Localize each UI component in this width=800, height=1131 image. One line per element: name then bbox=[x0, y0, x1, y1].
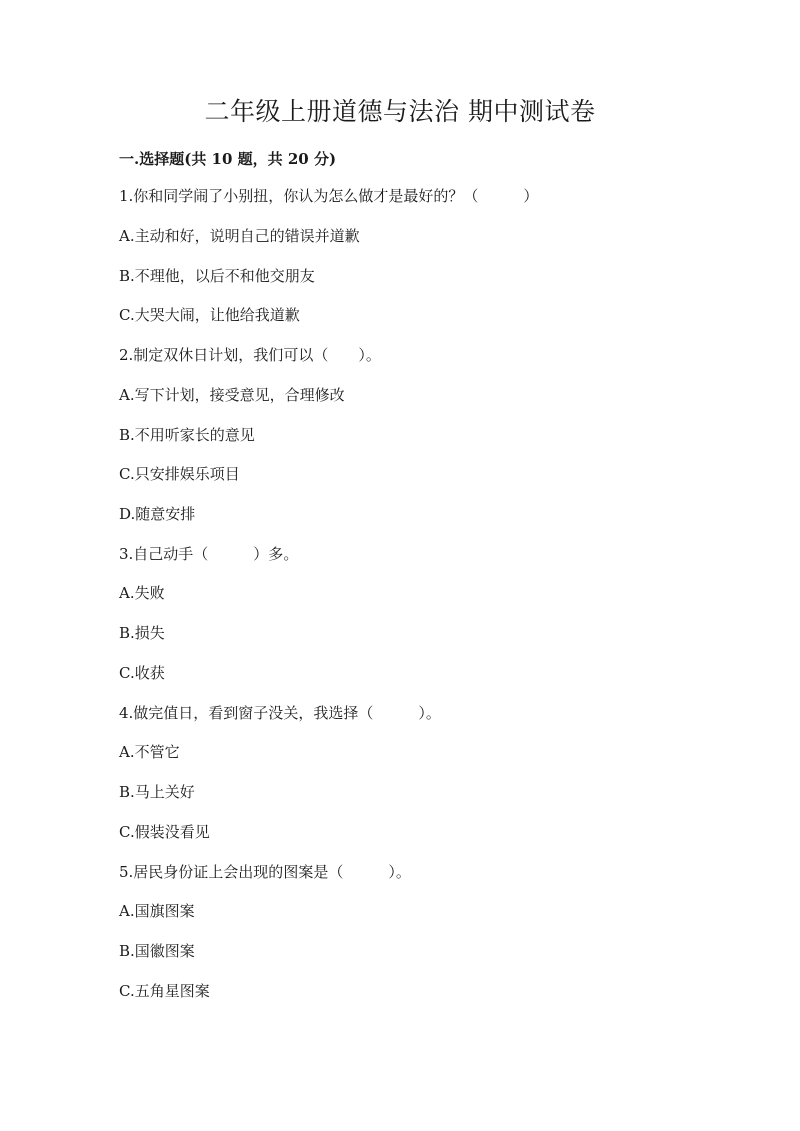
question-4-option-a: A.不管它 bbox=[119, 743, 180, 761]
question-5-text: 5.居民身份证上会出现的图案是（ ）。 bbox=[119, 863, 411, 881]
question-4-option-b: B.马上关好 bbox=[119, 783, 195, 801]
question-5-option-c: C.五角星图案 bbox=[119, 982, 210, 1000]
question-3-text: 3.自己动手（ ）多。 bbox=[119, 545, 299, 563]
question-3-option-b: B.损失 bbox=[119, 624, 165, 642]
question-1-option-a: A.主动和好，说明自己的错误并道歉 bbox=[119, 227, 360, 245]
question-4-text: 4.做完值日，看到窗子没关，我选择（ ）。 bbox=[119, 704, 441, 722]
question-5-option-b: B.国徽图案 bbox=[119, 942, 195, 960]
question-3-option-a: A.失败 bbox=[119, 584, 165, 602]
question-4-option-c: C.假装没看见 bbox=[119, 823, 210, 841]
question-2-option-b: B.不用听家长的意见 bbox=[119, 426, 255, 444]
question-1-option-b: B.不理他，以后不和他交朋友 bbox=[119, 267, 315, 285]
question-2-option-a: A.写下计划，接受意见，合理修改 bbox=[119, 386, 345, 404]
question-5-option-a: A.国旗图案 bbox=[119, 902, 195, 920]
question-1-text: 1.你和同学闹了小别扭，你认为怎么做才是最好的？（ ） bbox=[119, 187, 539, 205]
question-2-option-c: C.只安排娱乐项目 bbox=[119, 465, 240, 483]
question-3-option-c: C.收获 bbox=[119, 664, 165, 682]
question-2-text: 2.制定双休日计划，我们可以（ ）。 bbox=[119, 346, 381, 364]
section-heading: 一.选择题(共 10 题，共 20 分) bbox=[119, 150, 337, 168]
question-1-option-c: C.大哭大闹，让他给我道歉 bbox=[119, 306, 300, 324]
question-2-option-d: D.随意安排 bbox=[119, 505, 196, 523]
page-title: 二年级上册道德与法治 期中测试卷 bbox=[204, 97, 596, 126]
